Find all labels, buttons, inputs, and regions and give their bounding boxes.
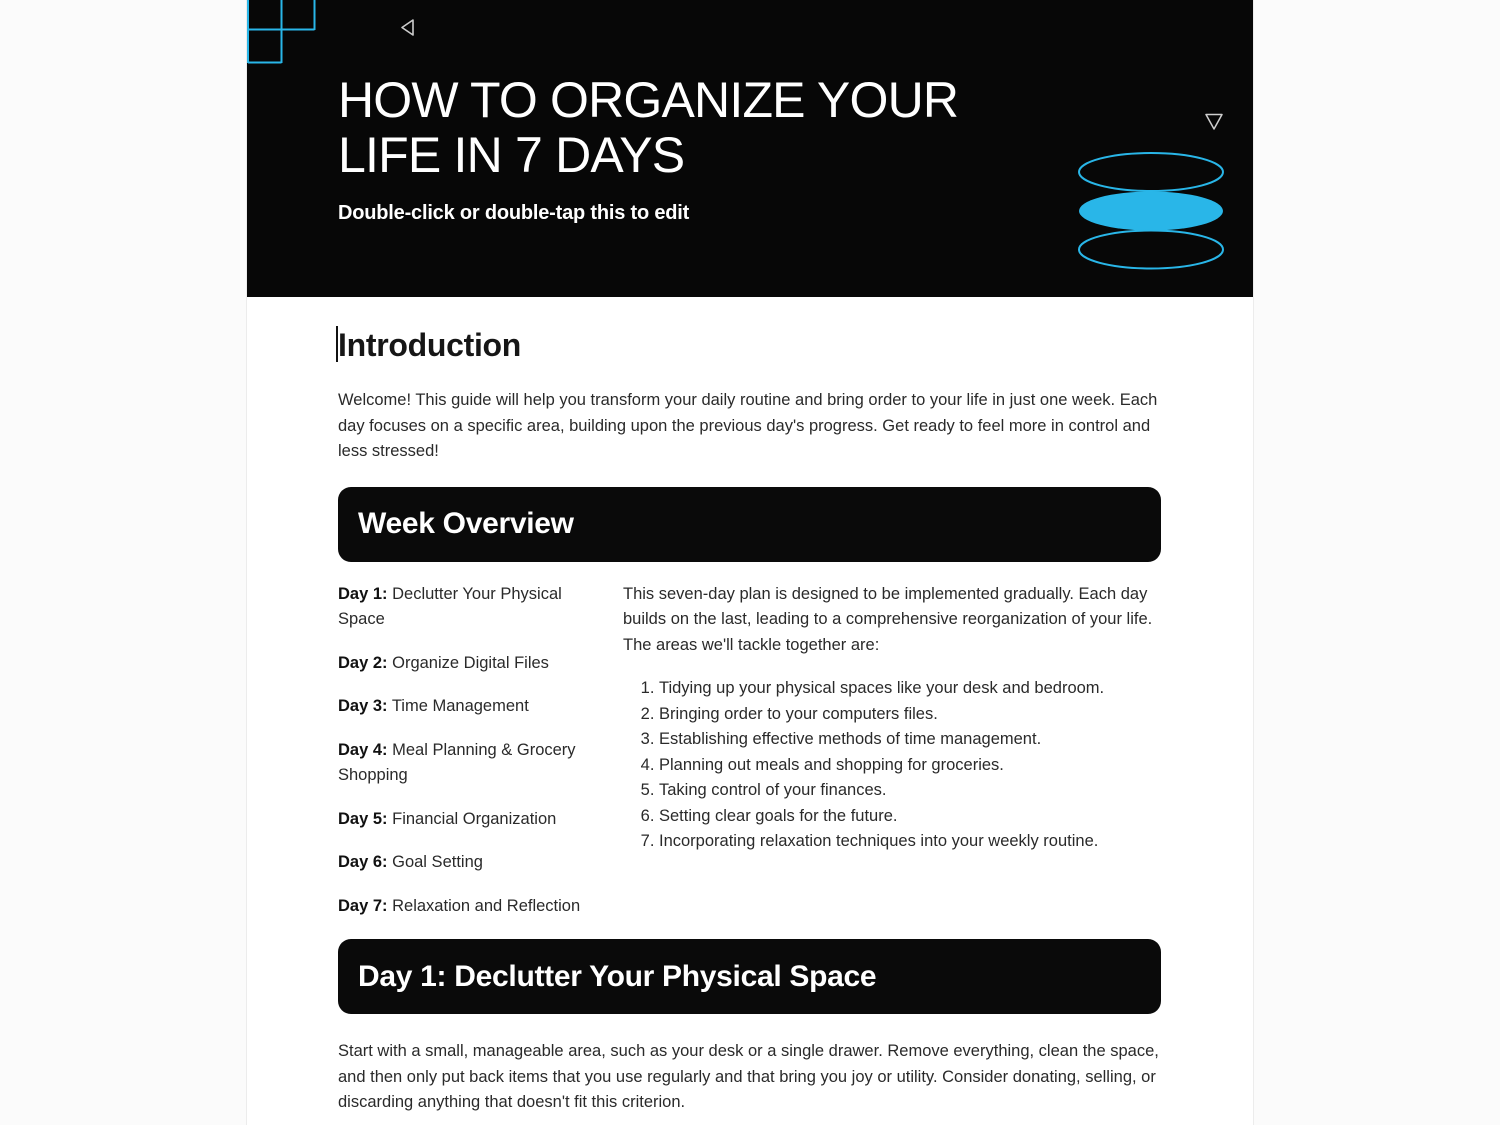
day-3-label: Day 3: [338,697,388,715]
day-item-2[interactable] [338,651,603,677]
week-overview-banner-text: Week Overview [358,507,574,540]
day-item-6[interactable] [338,850,603,876]
ellipses-decoration-icon [1076,150,1226,272]
title-line-1: HOW TO ORGANIZE YOUR [338,72,959,128]
area-item-3[interactable]: 3. Establishing effective methods of time management. [659,727,1163,753]
day-6-text: Goal Setting [392,853,483,871]
day-4-label: Day 4: [338,740,388,759]
title-line-2: LIFE IN 7 DAYS [338,127,685,183]
document [246,0,1254,1125]
day-1-label: Day 1: [338,584,388,603]
day-4-text: Meal Planning & Grocery Shopping [338,740,576,784]
document-body [247,327,1253,1125]
week-overview-columns [338,582,1161,920]
area-item-7[interactable]: 7. Incorporating relaxation techniques into your weekly routine. [659,829,1163,855]
area-item-5[interactable]: 5. Taking control of your finances. [659,778,1163,804]
intro-paragraph[interactable]: Welcome! This guide will help you transform your daily routine and bring order to your life in just one week. Each day focuses on a specific area, building upon the previous day's progress. Get ready to feel more in control and less stressed! [338,391,1158,460]
week-overview-banner[interactable] [338,487,1161,562]
grid-decoration-icon [247,0,319,64]
hero-banner[interactable] [247,0,1253,297]
back-icon[interactable] [398,18,416,38]
day-item-5[interactable] [338,807,603,833]
day-5-text: Financial Organization [392,809,557,828]
day-7-text: Relaxation and Reflection [392,896,581,915]
day-2-label: Day 2: [338,653,388,672]
plan-summary[interactable]: This seven-day plan is designed to be implemented gradually. Each day builds on the last, leading to a comprehensive reorganization of your life. The areas we'll tackle together are: [623,584,1153,654]
area-item-6[interactable]: 6. Setting clear goals for the future. [659,804,1163,830]
area-item-1[interactable]: 1. Tidying up your physical spaces like your desk and bedroom. [659,676,1163,702]
day-item-7[interactable] [338,894,603,920]
day-list [338,582,603,920]
day-1-text: Declutter Your Physical Space [338,584,562,628]
area-item-4[interactable]: 4. Planning out meals and shopping for groceries. [659,753,1163,779]
hero-subtitle[interactable]: Double-click or double-tap this to edit [338,202,690,224]
day-5-label: Day 5: [338,809,388,828]
day1-banner-text: Day 1: Declutter Your Physical Space [358,959,877,993]
section-heading-introduction[interactable] [338,327,1161,364]
day1-banner[interactable] [338,939,1161,1014]
collapse-triangle-icon[interactable] [1203,112,1225,132]
page-title[interactable] [338,73,958,183]
day1-paragraph[interactable]: Start with a small, manageable area, such as your desk or a single drawer. Remove everything, clean the space, and then only put back items that you use regularly and that bring you joy or utility. Consider donating, selling, or discarding anything that doesn't fit this criterion. [338,1042,1159,1111]
day-7-label: Day 7: [338,896,388,915]
day-item-1[interactable] [338,582,603,633]
day-3-text: Time Management [391,697,529,715]
day-item-3[interactable] [338,694,603,720]
introduction-heading-text: Introduction [338,327,522,363]
plan-summary-column [623,582,1163,920]
day-item-4[interactable] [338,738,603,789]
areas-list [623,676,1163,855]
day-6-label: Day 6: [338,853,388,871]
day-2-text: Organize Digital Files [392,653,549,672]
text-cursor [336,326,338,362]
area-item-2[interactable]: 2. Bringing order to your computers files. [659,702,1163,728]
